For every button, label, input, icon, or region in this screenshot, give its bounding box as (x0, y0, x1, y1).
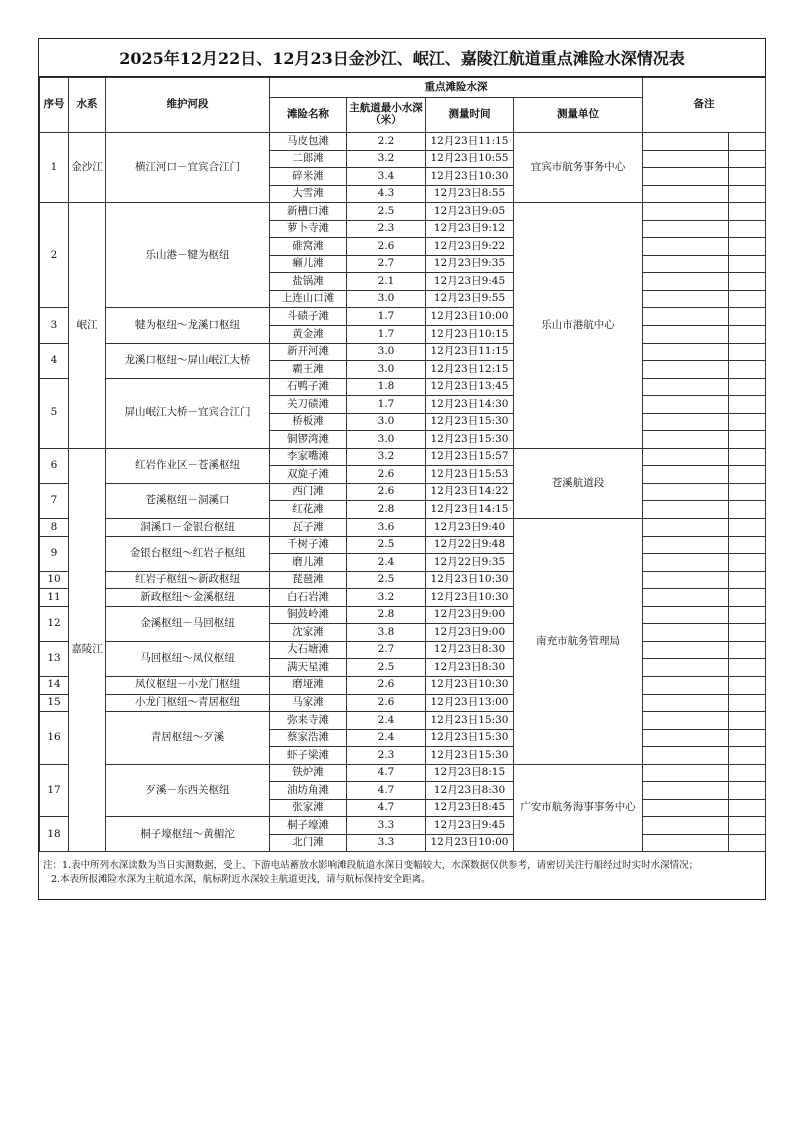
min-depth-cell: 4.3 (347, 185, 426, 203)
min-depth-cell: 2.6 (347, 238, 426, 256)
time-cell: 12月23日15:30 (426, 413, 514, 431)
shoal-name-cell: 关刀碛滩 (270, 396, 347, 414)
shoal-name-cell: 蔡家浩滩 (270, 729, 347, 747)
remark-cell-extra (729, 782, 766, 800)
remark-cell-extra (729, 326, 766, 344)
seq-cell: 5 (40, 378, 69, 448)
min-depth-cell: 4.7 (347, 799, 426, 817)
time-cell: 12月23日8:45 (426, 799, 514, 817)
time-cell: 12月23日11:15 (426, 133, 514, 151)
unit-cell: 苍溪航道段 (514, 448, 643, 518)
time-cell: 12月23日11:15 (426, 343, 514, 361)
remark-cell-extra (729, 817, 766, 835)
remark-cell-extra (729, 747, 766, 765)
time-cell: 12月23日8:30 (426, 782, 514, 800)
note-1: 注：1.表中所列水深读数为当日实测数据，受上、下游电站蓄放水影响滩段航道水深日变幅较大，水深数据仅供参考，请密切关注行船经过时实时水深情况； (43, 860, 699, 871)
remark-cell-extra (729, 203, 766, 221)
time-cell: 12月22日9:35 (426, 554, 514, 572)
river-cell: 金沙江 (69, 133, 106, 203)
shoal-name-cell: 二郎滩 (270, 150, 347, 168)
min-depth-cell: 2.2 (347, 133, 426, 151)
remark-cell-extra (729, 431, 766, 449)
seq-cell: 14 (40, 676, 69, 694)
remark-cell-extra (729, 168, 766, 186)
shoal-name-cell: 西门滩 (270, 483, 347, 501)
remark-cell (643, 133, 729, 151)
remark-cell (643, 676, 729, 694)
min-depth-cell: 2.8 (347, 501, 426, 519)
remark-cell (643, 747, 729, 765)
time-cell: 12月23日8:30 (426, 641, 514, 659)
seq-cell: 6 (40, 448, 69, 483)
shoal-name-cell: 新开河滩 (270, 343, 347, 361)
shoal-name-cell: 新槽口滩 (270, 203, 347, 221)
shoal-name-cell: 油坊角滩 (270, 782, 347, 800)
note-2: 2.本表所报滩险水深为主航道水深，航标附近水深较主航道更浅，请与航标保持安全距离。 (51, 874, 431, 885)
depth-table-body (40, 133, 766, 852)
time-cell: 12月23日10:30 (426, 676, 514, 694)
remark-cell (643, 519, 729, 537)
header-time: 测量时间 (426, 98, 514, 133)
unit-cell: 南充市航务管理局 (514, 519, 643, 765)
header-unit: 测量单位 (514, 98, 643, 133)
table-row (40, 378, 766, 396)
segment-cell: 红岩子枢纽～新政枢纽 (106, 571, 270, 589)
remark-cell-extra (729, 238, 766, 256)
shoal-name-cell: 黄金滩 (270, 326, 347, 344)
min-depth-cell: 1.8 (347, 378, 426, 396)
remark-cell-extra (729, 396, 766, 414)
remark-cell-extra (729, 659, 766, 677)
seq-cell: 8 (40, 519, 69, 537)
min-depth-cell: 3.0 (347, 343, 426, 361)
segment-cell: 小龙门枢纽～青居枢纽 (106, 694, 270, 712)
shoal-name-cell: 铜鼓岭滩 (270, 606, 347, 624)
time-cell: 12月23日13:45 (426, 378, 514, 396)
remark-cell-extra (729, 834, 766, 852)
seq-cell: 15 (40, 694, 69, 712)
remark-cell (643, 238, 729, 256)
remark-cell-extra (729, 466, 766, 484)
shoal-name-cell: 北门滩 (270, 834, 347, 852)
remark-cell-extra (729, 676, 766, 694)
remark-cell-extra (729, 501, 766, 519)
segment-cell: 龙溪口枢纽～屏山岷江大桥 (106, 343, 270, 378)
segment-cell: 屏山岷江大桥－宜宾合江门 (106, 378, 270, 448)
remark-cell (643, 431, 729, 449)
remark-cell (643, 571, 729, 589)
remark-cell-extra (729, 729, 766, 747)
shoal-name-cell: 桐子壕滩 (270, 817, 347, 835)
remark-cell-extra (729, 571, 766, 589)
time-cell: 12月23日15:30 (426, 729, 514, 747)
remark-cell-extra (729, 413, 766, 431)
seq-cell: 12 (40, 606, 69, 641)
segment-cell: 洞溪口－金银台枢纽 (106, 519, 270, 537)
seq-cell: 2 (40, 203, 69, 308)
remark-cell-extra (729, 554, 766, 572)
min-depth-cell: 3.2 (347, 448, 426, 466)
remark-cell (643, 273, 729, 291)
min-depth-cell: 2.5 (347, 571, 426, 589)
remark-cell (643, 220, 729, 238)
remark-cell (643, 326, 729, 344)
time-cell: 12月23日15:57 (426, 448, 514, 466)
remark-cell (643, 624, 729, 642)
remark-cell (643, 834, 729, 852)
min-depth-cell: 2.7 (347, 255, 426, 273)
shoal-name-cell: 马家滩 (270, 694, 347, 712)
seq-cell: 17 (40, 764, 69, 817)
remark-cell-extra (729, 378, 766, 396)
min-depth-cell: 2.6 (347, 466, 426, 484)
shoal-name-cell: 虾子梁滩 (270, 747, 347, 765)
shoal-name-cell: 癞儿滩 (270, 255, 347, 273)
shoal-name-cell: 碎米滩 (270, 168, 347, 186)
min-depth-cell: 2.7 (347, 641, 426, 659)
time-cell: 12月23日14:15 (426, 501, 514, 519)
remark-cell (643, 343, 729, 361)
remark-cell (643, 659, 729, 677)
shoal-name-cell: 磨儿滩 (270, 554, 347, 572)
seq-cell: 16 (40, 712, 69, 765)
table-row (40, 676, 766, 694)
remark-cell (643, 168, 729, 186)
unit-cell: 广安市航务海事事务中心 (514, 764, 643, 852)
header-river: 水系 (69, 78, 106, 133)
seq-cell: 10 (40, 571, 69, 589)
remark-cell (643, 817, 729, 835)
min-depth-cell: 2.3 (347, 220, 426, 238)
remark-cell-extra (729, 483, 766, 501)
remark-cell-extra (729, 185, 766, 203)
time-cell: 12月23日13:00 (426, 694, 514, 712)
depth-table (39, 77, 766, 852)
shoal-name-cell: 张家滩 (270, 799, 347, 817)
time-cell: 12月23日9:45 (426, 817, 514, 835)
table-row (40, 817, 766, 835)
shoal-name-cell: 桥板滩 (270, 413, 347, 431)
time-cell: 12月23日10:30 (426, 589, 514, 607)
time-cell: 12月23日10:00 (426, 308, 514, 326)
remark-cell-extra (729, 606, 766, 624)
time-cell: 12月23日8:15 (426, 764, 514, 782)
min-depth-cell: 2.4 (347, 729, 426, 747)
segment-cell: 金银台枢纽～红岩子枢纽 (106, 536, 270, 571)
min-depth-cell: 3.2 (347, 150, 426, 168)
seq-cell: 11 (40, 589, 69, 607)
min-depth-cell: 2.4 (347, 554, 426, 572)
remark-cell (643, 290, 729, 308)
shoal-name-cell: 白石岩滩 (270, 589, 347, 607)
remark-cell-extra (729, 519, 766, 537)
seq-cell: 7 (40, 483, 69, 518)
seq-cell: 3 (40, 308, 69, 343)
shoal-name-cell: 上连山口滩 (270, 290, 347, 308)
min-depth-cell: 3.0 (347, 413, 426, 431)
header-segment: 维护河段 (106, 78, 270, 133)
min-depth-cell: 3.0 (347, 290, 426, 308)
time-cell: 12月23日9:00 (426, 624, 514, 642)
time-cell: 12月23日10:00 (426, 834, 514, 852)
min-depth-cell: 4.7 (347, 782, 426, 800)
remark-cell (643, 185, 729, 203)
min-depth-cell: 3.0 (347, 431, 426, 449)
remark-cell-extra (729, 799, 766, 817)
table-row (40, 133, 766, 151)
time-cell: 12月23日9:00 (426, 606, 514, 624)
min-depth-cell: 2.8 (347, 606, 426, 624)
seq-cell: 4 (40, 343, 69, 378)
remark-cell-extra (729, 536, 766, 554)
remark-cell (643, 396, 729, 414)
segment-cell: 凤仪枢纽－小龙门枢纽 (106, 676, 270, 694)
shoal-name-cell: 斗碛子滩 (270, 308, 347, 326)
time-cell: 12月23日9:22 (426, 238, 514, 256)
remark-cell-extra (729, 624, 766, 642)
remark-cell-extra (729, 290, 766, 308)
min-depth-cell: 3.4 (347, 168, 426, 186)
remark-cell (643, 378, 729, 396)
min-depth-cell: 3.3 (347, 817, 426, 835)
table-row (40, 536, 766, 554)
remark-cell-extra (729, 448, 766, 466)
remark-cell-extra (729, 133, 766, 151)
shoal-name-cell: 马皮包滩 (270, 133, 347, 151)
table-row (40, 483, 766, 501)
remark-cell (643, 361, 729, 379)
header-min-depth: 主航道最小水深（米） (347, 98, 426, 133)
min-depth-cell: 3.3 (347, 834, 426, 852)
table-row (40, 589, 766, 607)
remark-cell-extra (729, 589, 766, 607)
time-cell: 12月23日14:22 (426, 483, 514, 501)
remark-cell (643, 729, 729, 747)
shoal-name-cell: 琵琶滩 (270, 571, 347, 589)
remark-cell-extra (729, 361, 766, 379)
shoal-name-cell: 碓窝滩 (270, 238, 347, 256)
segment-cell: 歹溪－东西关枢纽 (106, 764, 270, 817)
remark-cell (643, 466, 729, 484)
table-row (40, 571, 766, 589)
remark-cell (643, 483, 729, 501)
remark-cell (643, 554, 729, 572)
table-row (40, 641, 766, 659)
min-depth-cell: 2.6 (347, 694, 426, 712)
remark-cell-extra (729, 343, 766, 361)
table-row (40, 203, 766, 221)
segment-cell: 苍溪枢纽－洞溪口 (106, 483, 270, 518)
shoal-name-cell: 大石塘滩 (270, 641, 347, 659)
seq-cell: 9 (40, 536, 69, 571)
header-seq: 序号 (40, 78, 69, 133)
table-row (40, 343, 766, 361)
time-cell: 12月23日15:30 (426, 747, 514, 765)
remark-cell-extra (729, 150, 766, 168)
remark-cell (643, 501, 729, 519)
shoal-name-cell: 盐锅滩 (270, 273, 347, 291)
remark-cell-extra (729, 694, 766, 712)
shoal-name-cell: 铜锣湾滩 (270, 431, 347, 449)
shoal-name-cell: 霸王滩 (270, 361, 347, 379)
min-depth-cell: 1.7 (347, 308, 426, 326)
segment-cell: 红岩作业区－苍溪枢纽 (106, 448, 270, 483)
time-cell: 12月23日12:15 (426, 361, 514, 379)
shoal-name-cell: 瓦子滩 (270, 519, 347, 537)
min-depth-cell: 3.0 (347, 361, 426, 379)
river-cell: 岷江 (69, 203, 106, 449)
remark-cell-extra (729, 712, 766, 730)
remark-cell (643, 606, 729, 624)
water-depth-sheet (38, 38, 766, 900)
shoal-name-cell: 双旋子滩 (270, 466, 347, 484)
remark-cell (643, 764, 729, 782)
table-row (40, 606, 766, 624)
time-cell: 12月23日9:55 (426, 290, 514, 308)
time-cell: 12月23日10:15 (426, 326, 514, 344)
min-depth-cell: 4.7 (347, 764, 426, 782)
time-cell: 12月23日9:05 (426, 203, 514, 221)
time-cell: 12月23日9:40 (426, 519, 514, 537)
min-depth-cell: 2.4 (347, 712, 426, 730)
remark-cell (643, 782, 729, 800)
remark-cell (643, 712, 729, 730)
remark-cell (643, 308, 729, 326)
remark-cell (643, 536, 729, 554)
min-depth-cell: 1.7 (347, 396, 426, 414)
segment-cell: 犍为枢纽～龙溪口枢纽 (106, 308, 270, 343)
table-row (40, 712, 766, 730)
segment-cell: 横江河口－宜宾合江门 (106, 133, 270, 203)
remark-cell (643, 589, 729, 607)
remark-cell (643, 448, 729, 466)
shoal-name-cell: 千树子滩 (270, 536, 347, 554)
shoal-name-cell: 萝卜寺滩 (270, 220, 347, 238)
min-depth-cell: 2.3 (347, 747, 426, 765)
river-cell: 嘉陵江 (69, 448, 106, 852)
shoal-name-cell: 沈家滩 (270, 624, 347, 642)
time-cell: 12月23日9:35 (426, 255, 514, 273)
seq-cell: 18 (40, 817, 69, 852)
time-cell: 12月22日9:48 (426, 536, 514, 554)
shoal-name-cell: 石鸭子滩 (270, 378, 347, 396)
segment-cell: 青居枢纽～歹溪 (106, 712, 270, 765)
time-cell: 12月23日10:30 (426, 571, 514, 589)
min-depth-cell: 2.1 (347, 273, 426, 291)
sheet-title: 2025年12月22日、12月23日金沙江、岷江、嘉陵江航道重点滩险水深情况表 (39, 39, 765, 77)
table-row (40, 308, 766, 326)
min-depth-cell: 2.5 (347, 536, 426, 554)
seq-cell: 1 (40, 133, 69, 203)
shoal-name-cell: 李家嘴滩 (270, 448, 347, 466)
min-depth-cell: 3.6 (347, 519, 426, 537)
seq-cell: 13 (40, 641, 69, 676)
remark-cell-extra (729, 220, 766, 238)
time-cell: 12月23日8:55 (426, 185, 514, 203)
table-row (40, 764, 766, 782)
remark-cell-extra (729, 255, 766, 273)
time-cell: 12月23日15:30 (426, 712, 514, 730)
shoal-name-cell: 铁炉滩 (270, 764, 347, 782)
notes (43, 859, 763, 887)
min-depth-cell: 1.7 (347, 326, 426, 344)
remark-cell (643, 413, 729, 431)
shoal-name-cell: 红花滩 (270, 501, 347, 519)
remark-cell (643, 255, 729, 273)
segment-cell: 新政枢纽～金溪枢纽 (106, 589, 270, 607)
remark-cell (643, 694, 729, 712)
unit-cell: 宜宾市航务事务中心 (514, 133, 643, 203)
time-cell: 12月23日10:30 (426, 168, 514, 186)
segment-cell: 乐山港－犍为枢纽 (106, 203, 270, 308)
min-depth-cell: 2.6 (347, 676, 426, 694)
shoal-name-cell: 大雪滩 (270, 185, 347, 203)
time-cell: 12月23日15:53 (426, 466, 514, 484)
unit-cell: 乐山市港航中心 (514, 203, 643, 449)
min-depth-cell: 3.2 (347, 589, 426, 607)
time-cell: 12月23日9:12 (426, 220, 514, 238)
segment-cell: 金溪枢纽－马回枢纽 (106, 606, 270, 641)
remark-cell (643, 641, 729, 659)
depth-table-wrapper (39, 77, 765, 852)
segment-cell: 桐子壕枢纽～黄楣沱 (106, 817, 270, 852)
time-cell: 12月23日10:55 (426, 150, 514, 168)
shoal-name-cell: 弥来寺滩 (270, 712, 347, 730)
header-shoal-name: 滩险名称 (270, 98, 347, 133)
time-cell: 12月23日9:45 (426, 273, 514, 291)
remark-cell-extra (729, 308, 766, 326)
remark-cell-extra (729, 641, 766, 659)
header-remark: 备注 (643, 78, 766, 133)
time-cell: 12月23日15:30 (426, 431, 514, 449)
remark-cell (643, 799, 729, 817)
segment-cell: 马回枢纽～凤仪枢纽 (106, 641, 270, 676)
shoal-name-cell: 磨垭滩 (270, 676, 347, 694)
remark-cell (643, 150, 729, 168)
min-depth-cell: 3.8 (347, 624, 426, 642)
table-row (40, 519, 766, 537)
shoal-name-cell: 满天星滩 (270, 659, 347, 677)
time-cell: 12月23日8:30 (426, 659, 514, 677)
time-cell: 12月23日14:30 (426, 396, 514, 414)
table-row (40, 448, 766, 466)
remark-cell-extra (729, 764, 766, 782)
remark-cell (643, 203, 729, 221)
table-row (40, 694, 766, 712)
min-depth-cell: 2.6 (347, 483, 426, 501)
min-depth-cell: 2.5 (347, 659, 426, 677)
remark-cell-extra (729, 273, 766, 291)
header-depth-group: 重点滩险水深 (270, 78, 643, 98)
min-depth-cell: 2.5 (347, 203, 426, 221)
